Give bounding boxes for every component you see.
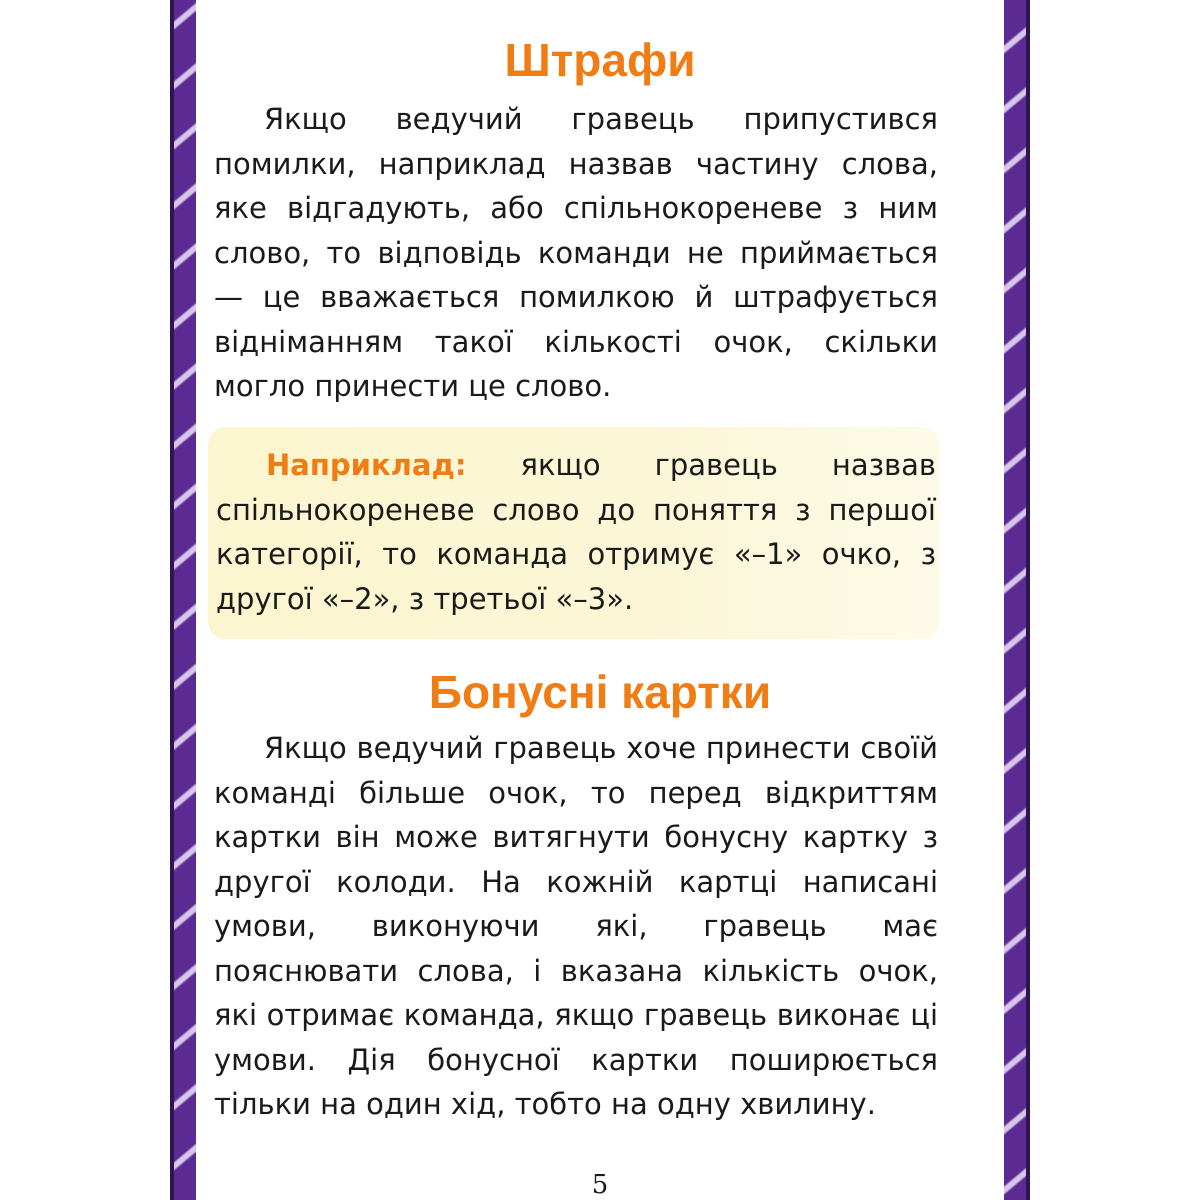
penalties-paragraph: Якщо ведучий гравець припустився помилки, наприклад назвав частину слова, яке відгадують, або спільнокореневе з ним слово, то відповідь команди не приймається — це вважається помилкою й штрафується відніманням такої кількості очок, скільки могло принести це слово. [214,102,938,403]
section-title-penalties: Штрафи [504,34,696,86]
frame-edge-right [1026,0,1030,1200]
example-text-block [216,443,936,621]
page-number: 5 [591,1170,609,1200]
bonus-cards-paragraph: Якщо ведучий гравець хоче принести своїй команді більше очок, то перед відкриттям картки він може витягнути бонусну картку з другої колоди. На кожній картці написані умови, виконуючи які, гравець має пояснювати слова, і вказана кількість очок, які отримає команда, якщо гравець виконає ці умови. Дія бонусної картки поширюється тільки на один хід, тобто на одну хвилину. [214,731,938,1121]
page-content [196,0,1004,1200]
frame-edge-left [170,0,174,1200]
example-callout [208,427,940,639]
example-label: Наприклад: [266,448,467,482]
example-text: якщо гравець назвав спільнокореневе слово до поняття з першої категорії, то команда отримує «–1» очко, з другої «–2», з третьої «–3». [216,448,936,616]
section-title-bonus-cards: Бонусні картки [428,666,772,718]
